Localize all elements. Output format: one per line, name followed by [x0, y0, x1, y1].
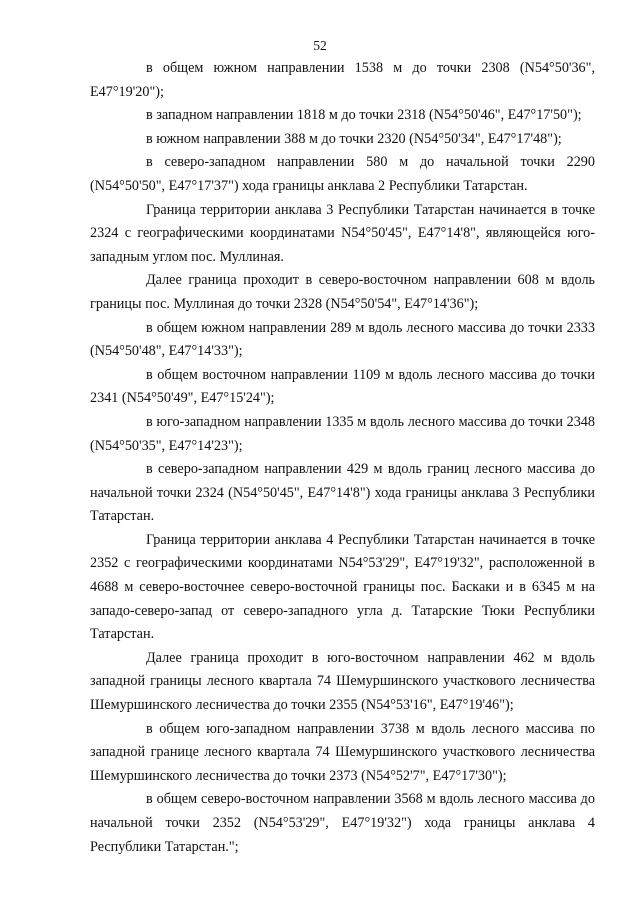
page-number: 52 [313, 38, 327, 53]
paragraph: в общем юго-западном направлении 3738 м вдоль лесного массива по западной границе лесного квартала 74 Шемуршинского участкового лесничества Шемуршинского лесничества до точки 2373 (N54°52'7", E47°17'30"); [90, 720, 595, 784]
paragraph: в общем южном направлении 289 м вдоль лесного массива до точки 2333 (N54°50'48", E47°14'33"); [90, 319, 595, 360]
paragraph: Граница территории анклава 4 Республики Татарстан начинается в точке 2352 с географическими координатами N54°53'29", E47°19'32", расположенной в 4688 м северо-восточнее северо-восточной границы пос. Баскаки и в 6345 м на западо-северо-запад от северо-западного угла д. Татарские Тюки Республики Татарстан. [90, 531, 595, 643]
paragraph: в общем восточном направлении 1109 м вдоль лесного массива до точки 2341 (N54°50'49", E47°15'24"); [90, 366, 595, 407]
paragraph: Далее граница проходит в юго-восточном направлении 462 м вдоль западной границы лесного квартала 74 Шемуршинского участкового лесничества Шемуршинского лесничества до точки 2355 (N54°53'16", E47°19'46"); [90, 649, 595, 714]
paragraph: в общем южном направлении 1538 м до точки 2308 (N54°50'36", E47°19'20"); [90, 60, 595, 100]
paragraph: в западном направлении 1818 м до точки 2318 (N54°50'46", E47°17'50"); [146, 107, 582, 124]
paragraph: в северо-западном направлении 580 м до начальной точки 2290 (N54°50'50", E47°17'37") хода границы анклава 2 Республики Татарстан. [90, 154, 595, 194]
paragraph: Граница территории анклава 3 Республики Татарстан начинается в точке 2324 с географическими координатами N54°50'45", E47°14'8", являющейся юго-западным углом пос. Муллиная. [90, 201, 595, 265]
paragraph: в юго-западном направлении 1335 м вдоль лесного массива до точки 2348 (N54°50'35", E47°14'23"); [90, 413, 595, 454]
paragraph: в северо-западном направлении 429 м вдоль границ лесного массива до начальной точки 2324 (N54°50'45", E47°14'8") хода границы анклава 3 Республики Татарстан. [90, 461, 595, 525]
document-body [90, 57, 595, 859]
paragraph: Далее граница проходит в северо-восточном направлении 608 м вдоль границы пос. Муллиная до точки 2328 (N54°50'54", E47°14'36"); [90, 272, 595, 312]
paragraph: в общем северо-восточном направлении 3568 м вдоль лесного массива до начальной точки 2352 (N54°53'29", E47°19'32") хода границы анклава 4 Республики Татарстан."; [90, 791, 595, 855]
paragraph: в южном направлении 388 м до точки 2320 (N54°50'34", E47°17'48"); [146, 130, 562, 147]
